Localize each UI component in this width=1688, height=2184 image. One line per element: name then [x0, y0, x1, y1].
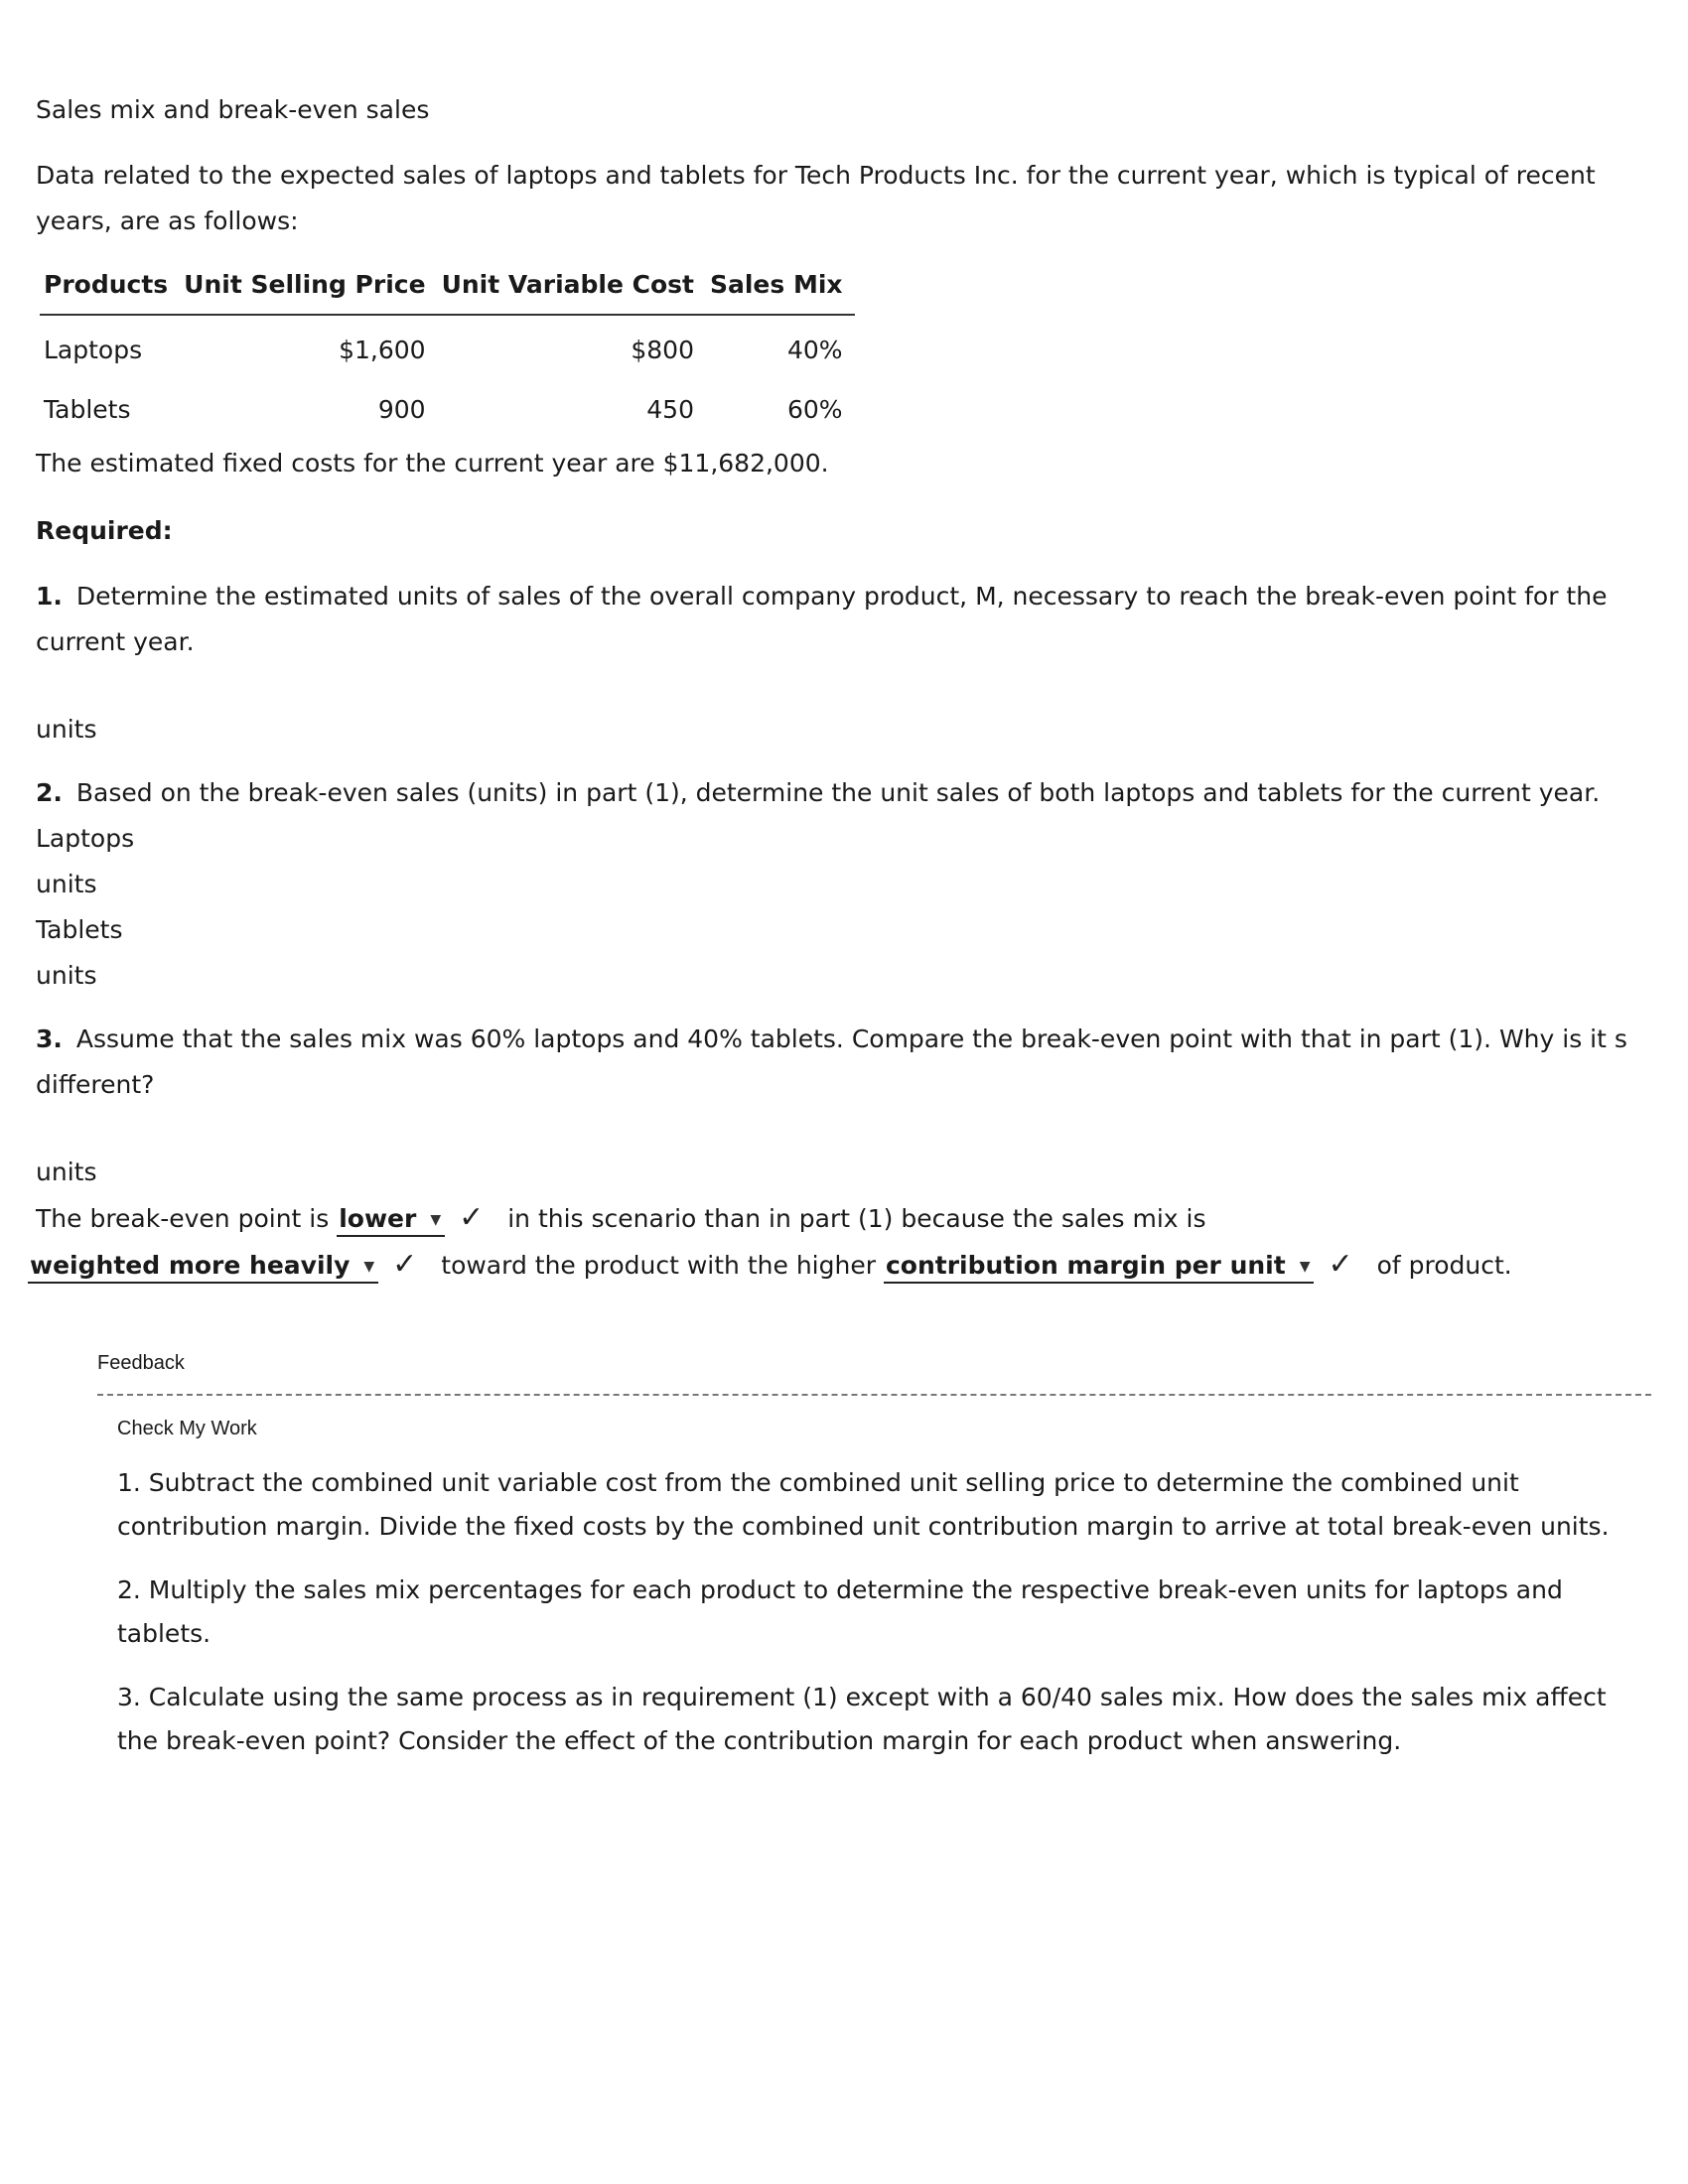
column-header: Unit Selling Price	[180, 262, 437, 315]
check-icon: ✓	[1328, 1247, 1353, 1282]
sentence-text: The break-even point is	[36, 1204, 330, 1233]
feedback-body	[97, 1414, 1651, 1763]
column-header: Sales Mix	[706, 262, 855, 315]
feedback-item: 3. Calculate using the same process as in requirement (1) except with a 60/40 sales mix. How does the sales mix affect the break-even point? Consider the effect of the contribution margin for each product when answering.	[117, 1683, 1607, 1755]
tablets-units-label: units	[36, 961, 97, 990]
chevron-down-icon: ▼	[363, 1259, 375, 1275]
chevron-down-icon: ▼	[430, 1212, 442, 1228]
sales-mix-weight-dropdown[interactable]	[28, 1251, 378, 1284]
page-title: Sales mix and break-even sales	[36, 95, 430, 124]
table-cell: 60%	[786, 395, 843, 424]
table-cell: 450	[646, 395, 694, 424]
question-text: Based on the break-even sales (units) in part (1), determine the unit sales of both laptops and tablets for the current year.	[75, 778, 1601, 807]
table-cell: 900	[377, 395, 426, 424]
answer-sentence-2	[28, 1242, 1644, 1289]
table-cell: $1,600	[339, 336, 426, 364]
answer-units-label: units	[36, 715, 97, 744]
question-text: Determine the estimated units of sales of the overall company product, M, necessary to reach the break-even point for the current year.	[36, 582, 1608, 656]
margin-type-dropdown[interactable]	[884, 1251, 1315, 1284]
table-header-row	[40, 262, 855, 315]
feedback-label: Feedback	[97, 1352, 185, 1374]
tablets-label: Tablets	[36, 915, 123, 944]
check-icon: ✓	[392, 1247, 418, 1282]
question-number: 1.	[36, 582, 63, 611]
chevron-down-icon: ▼	[1299, 1259, 1311, 1275]
required-heading: Required:	[36, 516, 173, 545]
sentence-text: in this scenario than in part (1) because the sales mix is	[507, 1204, 1206, 1233]
table-cell: 40%	[786, 336, 843, 364]
break-even-direction-dropdown[interactable]	[337, 1204, 445, 1237]
feedback-item: 1. Subtract the combined unit variable cost from the combined unit selling price to determine the combined unit contribution margin. Divide the fixed costs by the combined unit contribution margin to arrive at total break-even units.	[117, 1468, 1610, 1541]
check-my-work-label: Check My Work	[117, 1418, 257, 1439]
question-text-continued: different?	[36, 1070, 155, 1099]
fixed-costs-text: The estimated fixed costs for the current year are $11,682,000.	[36, 449, 829, 478]
question-number: 3.	[36, 1024, 63, 1053]
column-header: Products	[40, 262, 180, 315]
dropdown-value: weighted more heavily	[30, 1251, 351, 1280]
question-3	[36, 1017, 1644, 1108]
question-2	[36, 770, 1644, 816]
table-cell: Laptops	[44, 336, 143, 364]
feedback-panel	[97, 1348, 1651, 1763]
intro-text: Data related to the expected sales of laptops and tablets for Tech Products Inc. for the current year, which is typical of recent years, are as follows:	[36, 161, 1596, 235]
column-header: Unit Variable Cost	[438, 262, 706, 315]
answer-units-label: units	[36, 1158, 97, 1186]
sentence-text: of product.	[1376, 1251, 1512, 1280]
sentence-text: toward the product with the higher	[441, 1251, 876, 1280]
table-cell: Tablets	[44, 395, 131, 424]
question-text: Assume that the sales mix was 60% laptops and 40% tablets. Compare the break-even point with that in part (1). Why is it s	[75, 1024, 1627, 1053]
dropdown-value: lower	[339, 1204, 417, 1233]
question-number: 2.	[36, 778, 63, 807]
table-row	[40, 375, 855, 435]
feedback-item: 2. Multiply the sales mix percentages for each product to determine the respective break-even units for laptops and tablets.	[117, 1575, 1563, 1648]
data-table	[40, 262, 855, 435]
dropdown-value: contribution margin per unit	[885, 1251, 1286, 1280]
feedback-divider	[97, 1394, 1651, 1396]
question-1	[36, 574, 1644, 665]
answer-sentence-1	[36, 1195, 1644, 1242]
page	[30, 87, 1644, 1783]
laptops-label: Laptops	[36, 824, 135, 853]
laptops-units-label: units	[36, 870, 97, 898]
table-row	[40, 315, 855, 375]
table-cell: $800	[631, 336, 694, 364]
check-icon: ✓	[459, 1200, 485, 1235]
